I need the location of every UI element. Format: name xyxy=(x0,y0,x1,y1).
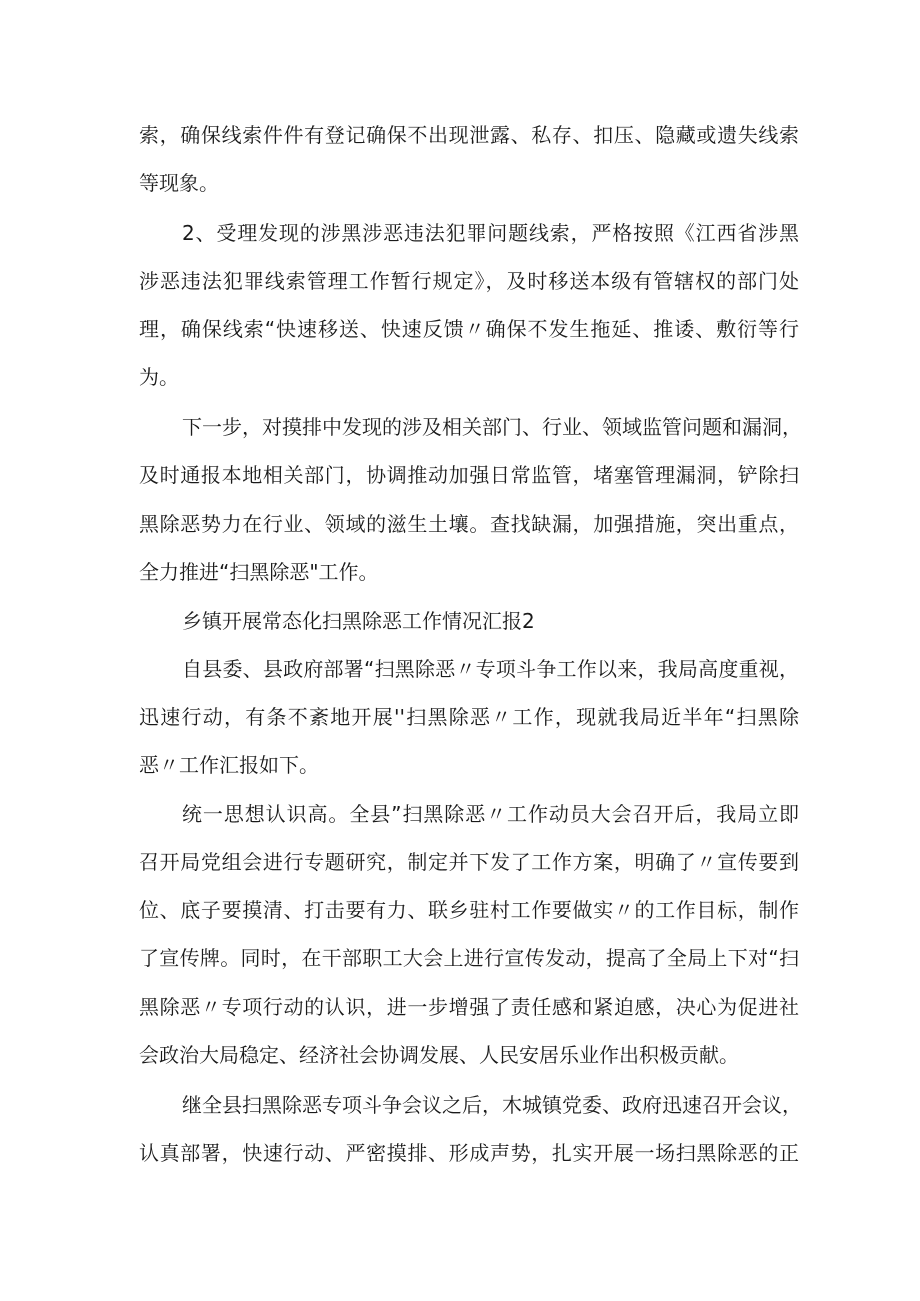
text-line: 会政治大局稳定、经济社会协调发展、人民安居乐业作出积极贡献。 xyxy=(139,1043,739,1067)
text-line: 黑除恶〃专项行动的认识，进一步增强了责任感和紧迫感，决心为促进社 xyxy=(139,995,799,1019)
text-line: 统一思想认识高。全县”扫黑除恶〃工作动员大会召开后，我局立即 xyxy=(182,802,799,826)
text-line: 召开局党组会进行专题研究，制定并下发了工作方案，明确了〃宣传要到 xyxy=(139,850,799,874)
text-line: 继全县扫黑除恶专项斗争会议之后，木城镇党委、政府迅速召开会议， xyxy=(182,1093,802,1117)
text-line: 2、受理发现的涉黑涉恶违法犯罪问题线索，严格按照《江西省涉黑 xyxy=(182,221,799,245)
section-title: 乡镇开展常态化扫黑除恶工作情况汇报2 xyxy=(182,609,535,633)
text-line: 位、底子要摸清、打击要有力、联乡驻村工作要做实〃的工作目标，制作 xyxy=(139,898,799,922)
text-line: 下一步，对摸排中发现的涉及相关部门、行业、领域监管问题和漏洞， xyxy=(182,415,802,439)
text-line: 恶〃工作汇报如下。 xyxy=(139,753,319,777)
text-line: 理，确保线索“快速移送、快速反馈〃确保不发生拖延、推诿、敷衍等行 xyxy=(139,317,799,341)
text-line: 自县委、县政府部署“扫黑除恶〃专项斗争工作以来，我局高度重视， xyxy=(182,657,799,681)
text-line: 为。 xyxy=(139,365,179,389)
text-line: 全力推进“扫黑除恶"工作。 xyxy=(139,560,379,584)
text-line: 认真部署，快速行动、严密摸排、形成声势，扎实开展一场扫黑除恶的正 xyxy=(139,1141,799,1165)
text-line: 黑除恶势力在行业、领域的滋生土壤。查找缺漏，加强措施，突出重点， xyxy=(139,512,799,536)
text-line: 索，确保线索件件有登记确保不出现泄露、私存、扣压、隐藏或遗失线索 xyxy=(139,123,799,147)
text-line: 等现象。 xyxy=(139,171,219,195)
text-line: 涉恶违法犯罪线索管理工作暂行规定》，及时移送本级有管辖权的部门处 xyxy=(139,269,799,293)
text-line: 了宣传牌。同时，在干部职工大会上进行宣传发动，提高了全局上下对“扫 xyxy=(139,946,799,970)
text-line: 迅速行动，有条不紊地开展''扫黑除恶〃工作，现就我局近半年“扫黑除 xyxy=(139,705,799,729)
text-line: 及时通报本地相关部门，协调推动加强日常监管，堵塞管理漏洞，铲除扫 xyxy=(139,463,799,487)
